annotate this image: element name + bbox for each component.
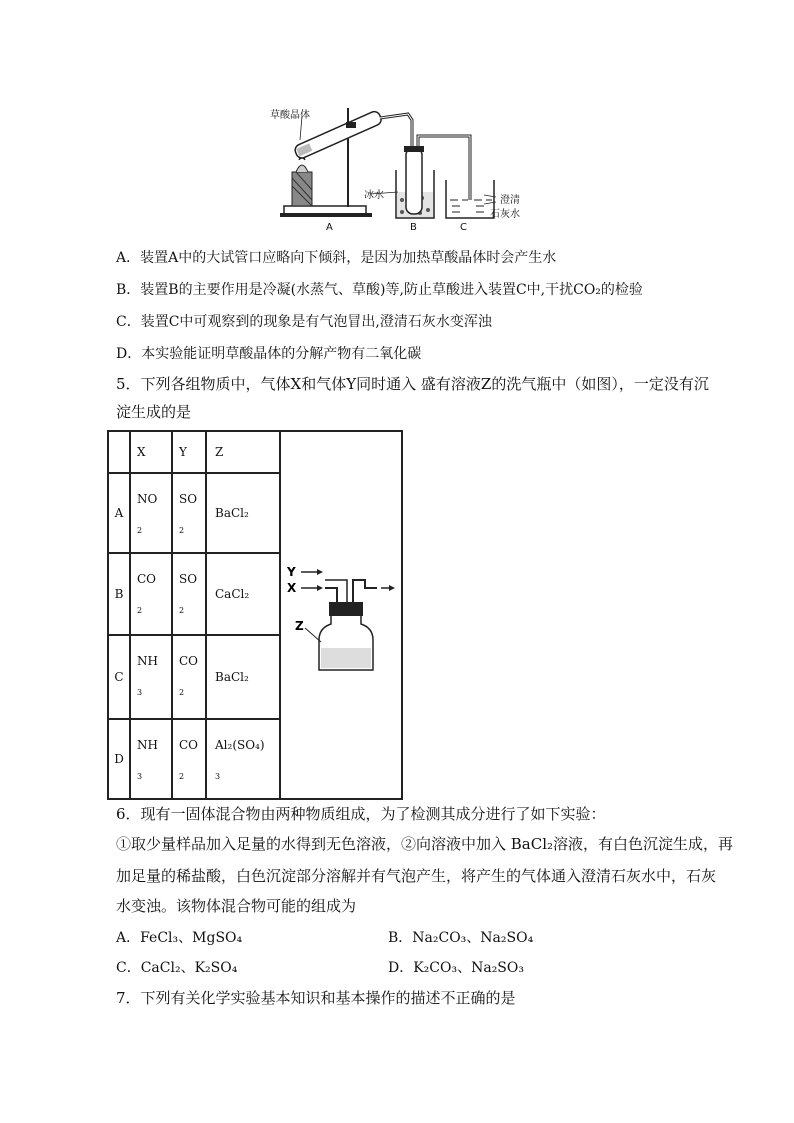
y-value: CO [179, 738, 199, 752]
y-subscript: 2 [179, 606, 185, 615]
q5-stem-line1: 5．下列各组物质中，气体X和气体Y同时通入 盛有溶液Z的洗气瓶中（如图），一定没有沉 [116, 375, 709, 393]
y-value: SO [179, 492, 198, 506]
q4-option-c: C．装置C中可观察到的现象是有气泡冒出,澄清石灰水变浑浊 [116, 314, 492, 330]
x-value: NH [137, 654, 158, 668]
z-value: BaCl₂ [206, 635, 280, 719]
q4-option-a: A．装置A中的大试管口应略向下倾斜，是因为加热草酸晶体时会产生水 [116, 250, 557, 266]
row-label: B [108, 553, 130, 635]
y-subscript: 2 [179, 688, 185, 697]
q6-option-d: D．K₂CO₃、Na₂SO₃ [388, 960, 524, 976]
apparatus-label-c: C [460, 222, 467, 233]
header-x: X [130, 431, 172, 473]
q6-line4: 水变浊。该物体混合物可能的组成为 [116, 897, 357, 915]
y-subscript: 2 [179, 772, 185, 781]
clear-limewater-label-2: 石灰水 [490, 209, 520, 220]
crystal-label: 草酸晶体 [270, 110, 310, 121]
x-value: NO [137, 492, 158, 506]
z-value: Al₂(SO₄) [215, 738, 265, 752]
clear-limewater-label-1: 澄清 [500, 195, 520, 206]
header-y: Y [172, 431, 206, 473]
q5-stem-line2: 淀生成的是 [116, 403, 192, 421]
row-label: D [108, 719, 130, 799]
q6-line1: 6．现有一固体混合物由两种物质组成，为了检测其成分进行了如下实验： [116, 805, 606, 823]
x-subscript: 3 [137, 772, 143, 781]
q4-option-b: B．装置B的主要作用是冷凝(水蒸气、草酸)等,防止草酸进入装置C中,干扰CO₂的检验 [116, 282, 643, 298]
q5-table [107, 430, 403, 800]
fig-z-label: Z [295, 618, 304, 633]
apparatus-label-b: B [410, 222, 417, 233]
x-subscript: 2 [137, 606, 143, 615]
z-value: CaCl₂ [206, 553, 280, 635]
ice-water-label: 冰水 [364, 190, 384, 201]
y-subscript: 2 [179, 526, 185, 535]
q6-option-a: A．FeCl₃、MgSO₄ [116, 930, 243, 946]
q4-option-d: D．本实验能证明草酸晶体的分解产物有二氧化碳 [116, 346, 422, 362]
q7-stem: 7．下列有关化学实验基本知识和基本操作的描述不正确的是 [116, 989, 516, 1007]
row-label: C [108, 635, 130, 719]
x-subscript: 3 [137, 688, 143, 697]
x-value: NH [137, 738, 158, 752]
q6-option-b: B．Na₂CO₃、Na₂SO₄ [388, 930, 534, 946]
gas-washing-bottle-figure [281, 544, 401, 684]
row-label: A [108, 473, 130, 553]
table-header-row [108, 431, 402, 473]
y-value: CO [179, 654, 199, 668]
fig-y-label: Y [287, 564, 296, 579]
gas-bottle-cell [280, 431, 402, 799]
x-value: CO [137, 572, 157, 586]
x-subscript: 2 [137, 526, 143, 535]
z-subscript: 3 [215, 772, 221, 781]
q6-line2: ①取少量样品加入足量的水得到无色溶液，②向溶液中加入 BaCl₂溶液，有白色沉淀生成，再 [116, 835, 734, 853]
fig-x-label: X [287, 580, 297, 595]
header-z: Z [206, 431, 280, 473]
apparatus-label-a: A [326, 222, 333, 233]
y-value: SO [179, 572, 198, 586]
q6-line3: 加足量的稀盐酸，白色沉淀部分溶解并有气泡产生，将产生的气体通入澄清石灰水中，石灰 [116, 867, 717, 885]
q6-option-c: C．CaCl₂、K₂SO₄ [116, 960, 238, 976]
z-value: BaCl₂ [206, 473, 280, 553]
